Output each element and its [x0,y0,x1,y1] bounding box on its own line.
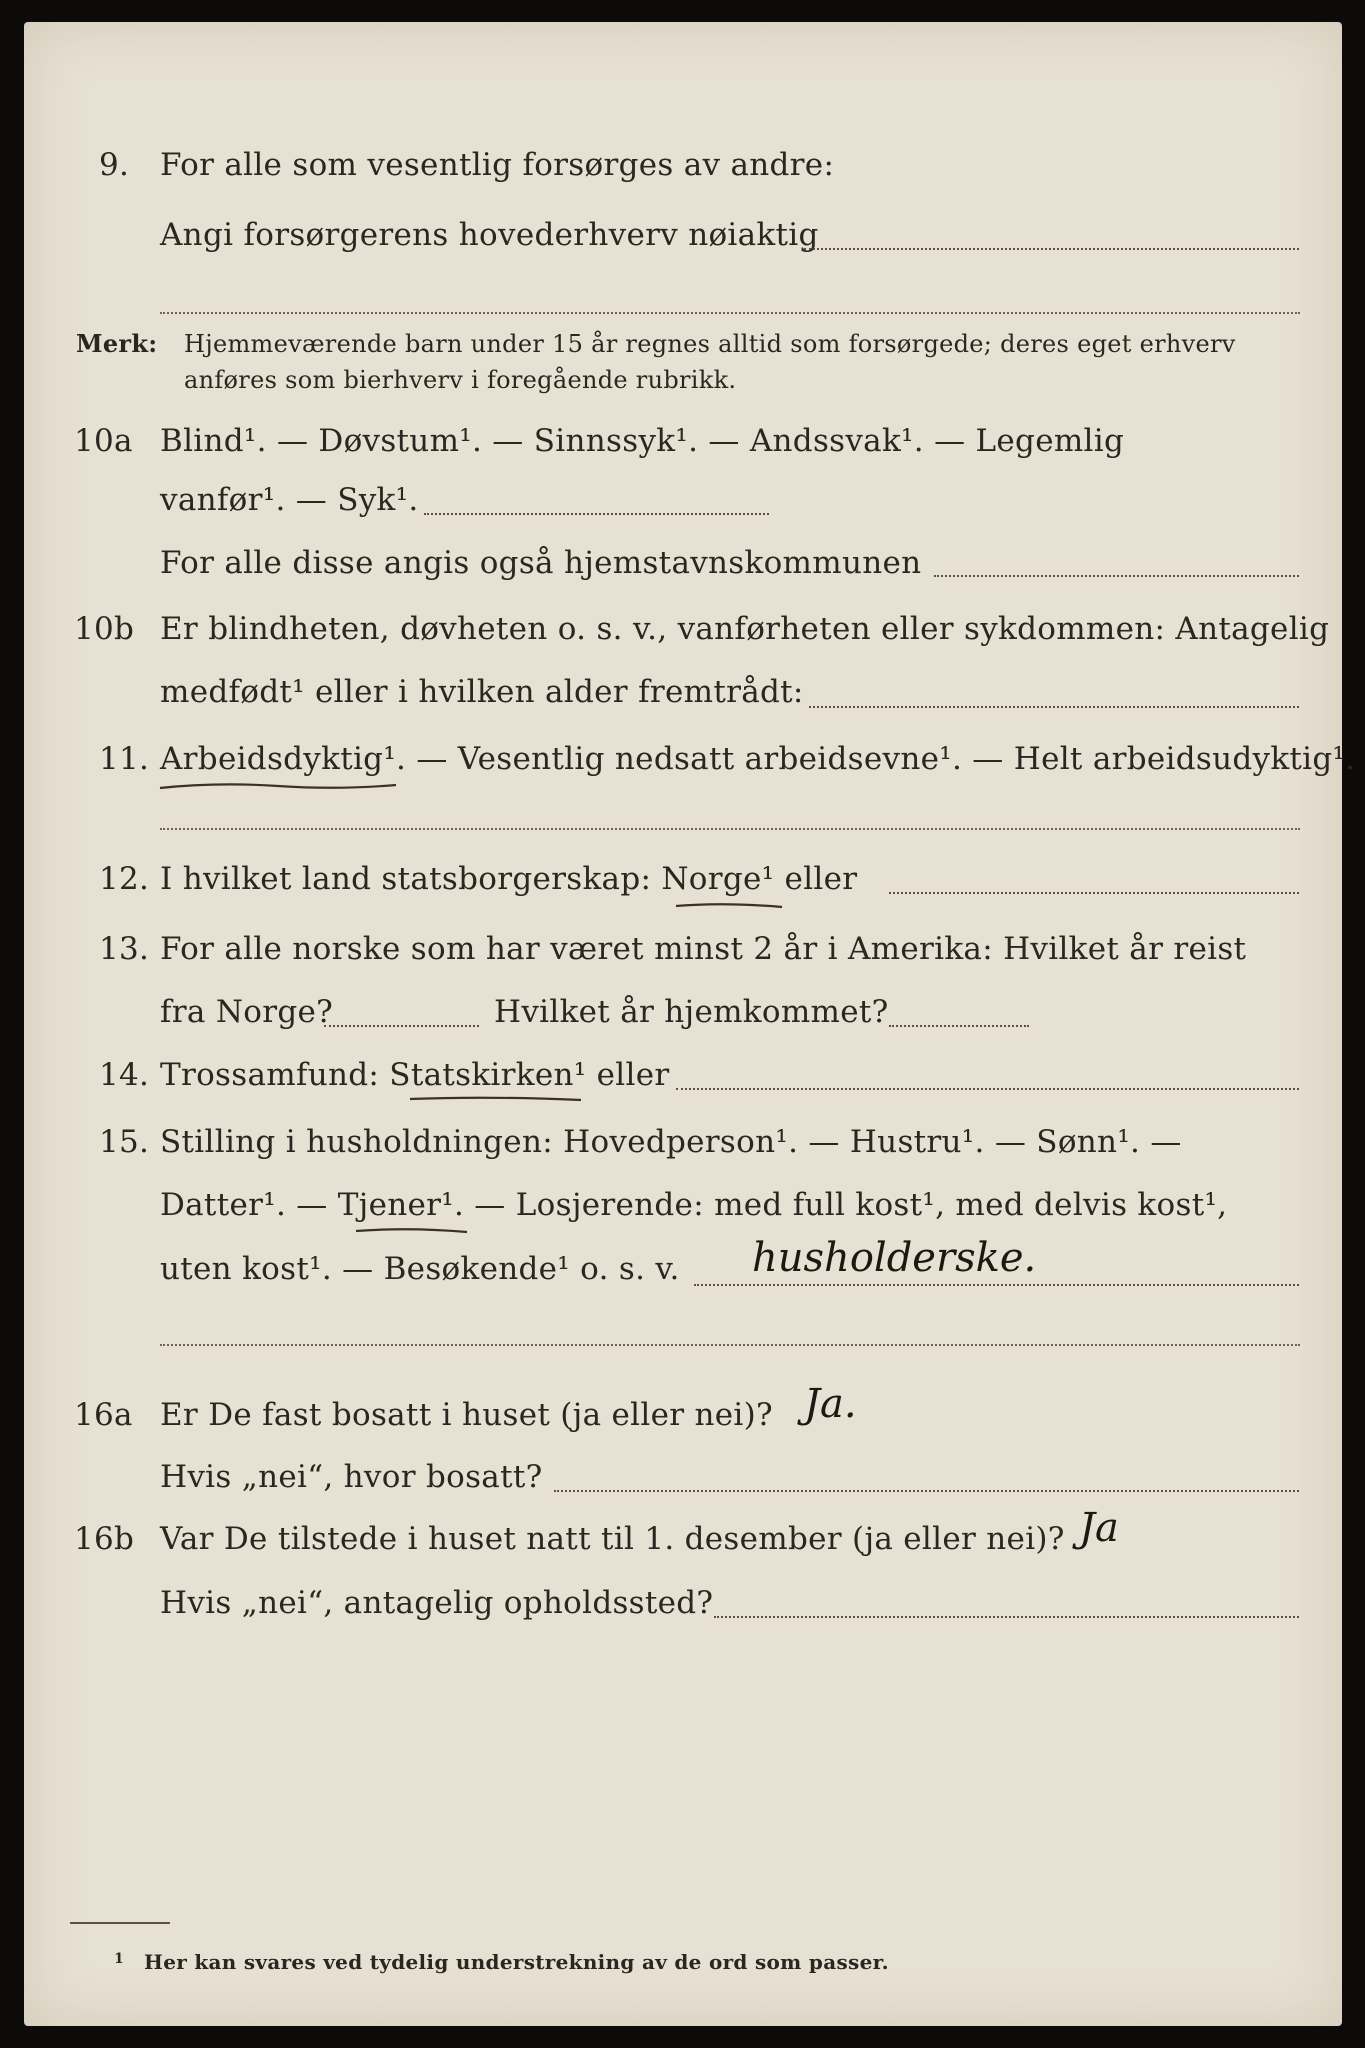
q10a-line3: For alle disse angis også hjemstavnskommunen [160,545,922,581]
q13-line1: For alle norske som har været minst 2 år i Amerika: Hvilket år reist [160,931,1247,967]
q15-extra-line [160,1344,1300,1346]
q13-return-line [889,1025,1029,1027]
q14-underline-statskirken [408,1094,583,1102]
q16a-handwritten-answer: Ja. [804,1381,857,1427]
q16b-handwritten-answer: Ja [1079,1505,1119,1551]
q15-line2: Datter¹. — Tjener¹. — Losjerende: med full kost¹, med delvis kost¹, [160,1187,1228,1223]
q10a-number: 10a [74,423,133,459]
q9-line2: Angi forsørgerens hovederhverv nøiaktig [160,217,819,253]
merk-label: Merk: [76,329,158,358]
q10b-line1: Er blindheten, døvheten o. s. v., vanførheten eller sykdommen: Antagelig [160,611,1330,647]
q15-handwritten-answer: husholderske. [752,1235,1037,1281]
q10b-answer-line [809,706,1299,708]
merk-line2: anføres som bierhverv i foregående rubrikk. [184,366,737,394]
q16a-line1: Er De fast bosatt i huset (ja eller nei)? [160,1397,773,1433]
q10a-municipality-line [934,575,1299,577]
q13-line2a: fra Norge? [160,994,334,1030]
q11-answer-line [160,828,1300,830]
q10a-answer-line [424,513,769,515]
q16b-answer-line [714,1616,1299,1618]
census-form-page [24,22,1356,2026]
q16b-number: 16b [74,1521,135,1557]
q14-answer-line [676,1088,1299,1090]
footnote-rule [70,1922,170,1924]
footnote-mark: 1 [114,1951,125,1967]
q10b-number: 10b [74,611,135,647]
q10b-line2: medfødt¹ eller i hvilken alder fremtrådt: [160,674,804,710]
q15-underline-tjener [354,1225,469,1233]
q12-underline-norge [674,900,784,908]
q13-line2b: Hvilket år hjemkommet? [494,994,889,1030]
q15-answer-line [694,1284,1299,1286]
q10a-line2: vanfør¹. — Syk¹. [160,482,419,518]
q16a-number: 16a [74,1397,133,1433]
q12-answer-line [889,892,1299,894]
q9-number: 9. [99,147,130,183]
q11-number: 11. [99,741,150,777]
q9-answer-line [804,248,1299,250]
q15-number: 15. [99,1124,150,1160]
q10a-line1: Blind¹. — Døvstum¹. — Sinnssyk¹. — Andssvak¹. — Legemlig [160,423,1125,459]
q11-line1: Arbeidsdyktig¹. — Vesentlig nedsatt arbeidsevne¹. — Helt arbeidsudyktig¹. [160,741,1356,777]
q16b-line1: Var De tilstede i huset natt til 1. desember (ja eller nei)? [160,1521,1065,1557]
q14-line1: Trossamfund: Statskirken¹ eller [160,1057,670,1093]
footnote-text: Her kan svares ved tydelig understrekning av de ord som passer. [144,1950,889,1974]
q15-line1: Stilling i husholdningen: Hovedperson¹. — Hustru¹. — Sønn¹. — [160,1124,1182,1160]
q12-number: 12. [99,861,150,897]
q16a-line2: Hvis „nei“, hvor bosatt? [160,1459,543,1495]
q16a-answer-line [554,1490,1299,1492]
q16b-line2: Hvis „nei“, antagelig opholdssted? [160,1585,714,1621]
separator-rule [160,312,1300,314]
q15-line3: uten kost¹. — Besøkende¹ o. s. v. [160,1251,680,1287]
q11-underline-arbeidsdyktig [158,780,398,788]
q12-line1: I hvilket land statsborgerskap: Norge¹ eller [160,861,858,897]
q14-number: 14. [99,1057,150,1093]
q13-departure-line [324,1025,479,1027]
merk-line1: Hjemmeværende barn under 15 år regnes alltid som forsørgede; deres eget erhverv [184,330,1236,358]
q13-number: 13. [99,931,150,967]
q9-line1: For alle som vesentlig forsørges av andre: [160,147,835,183]
